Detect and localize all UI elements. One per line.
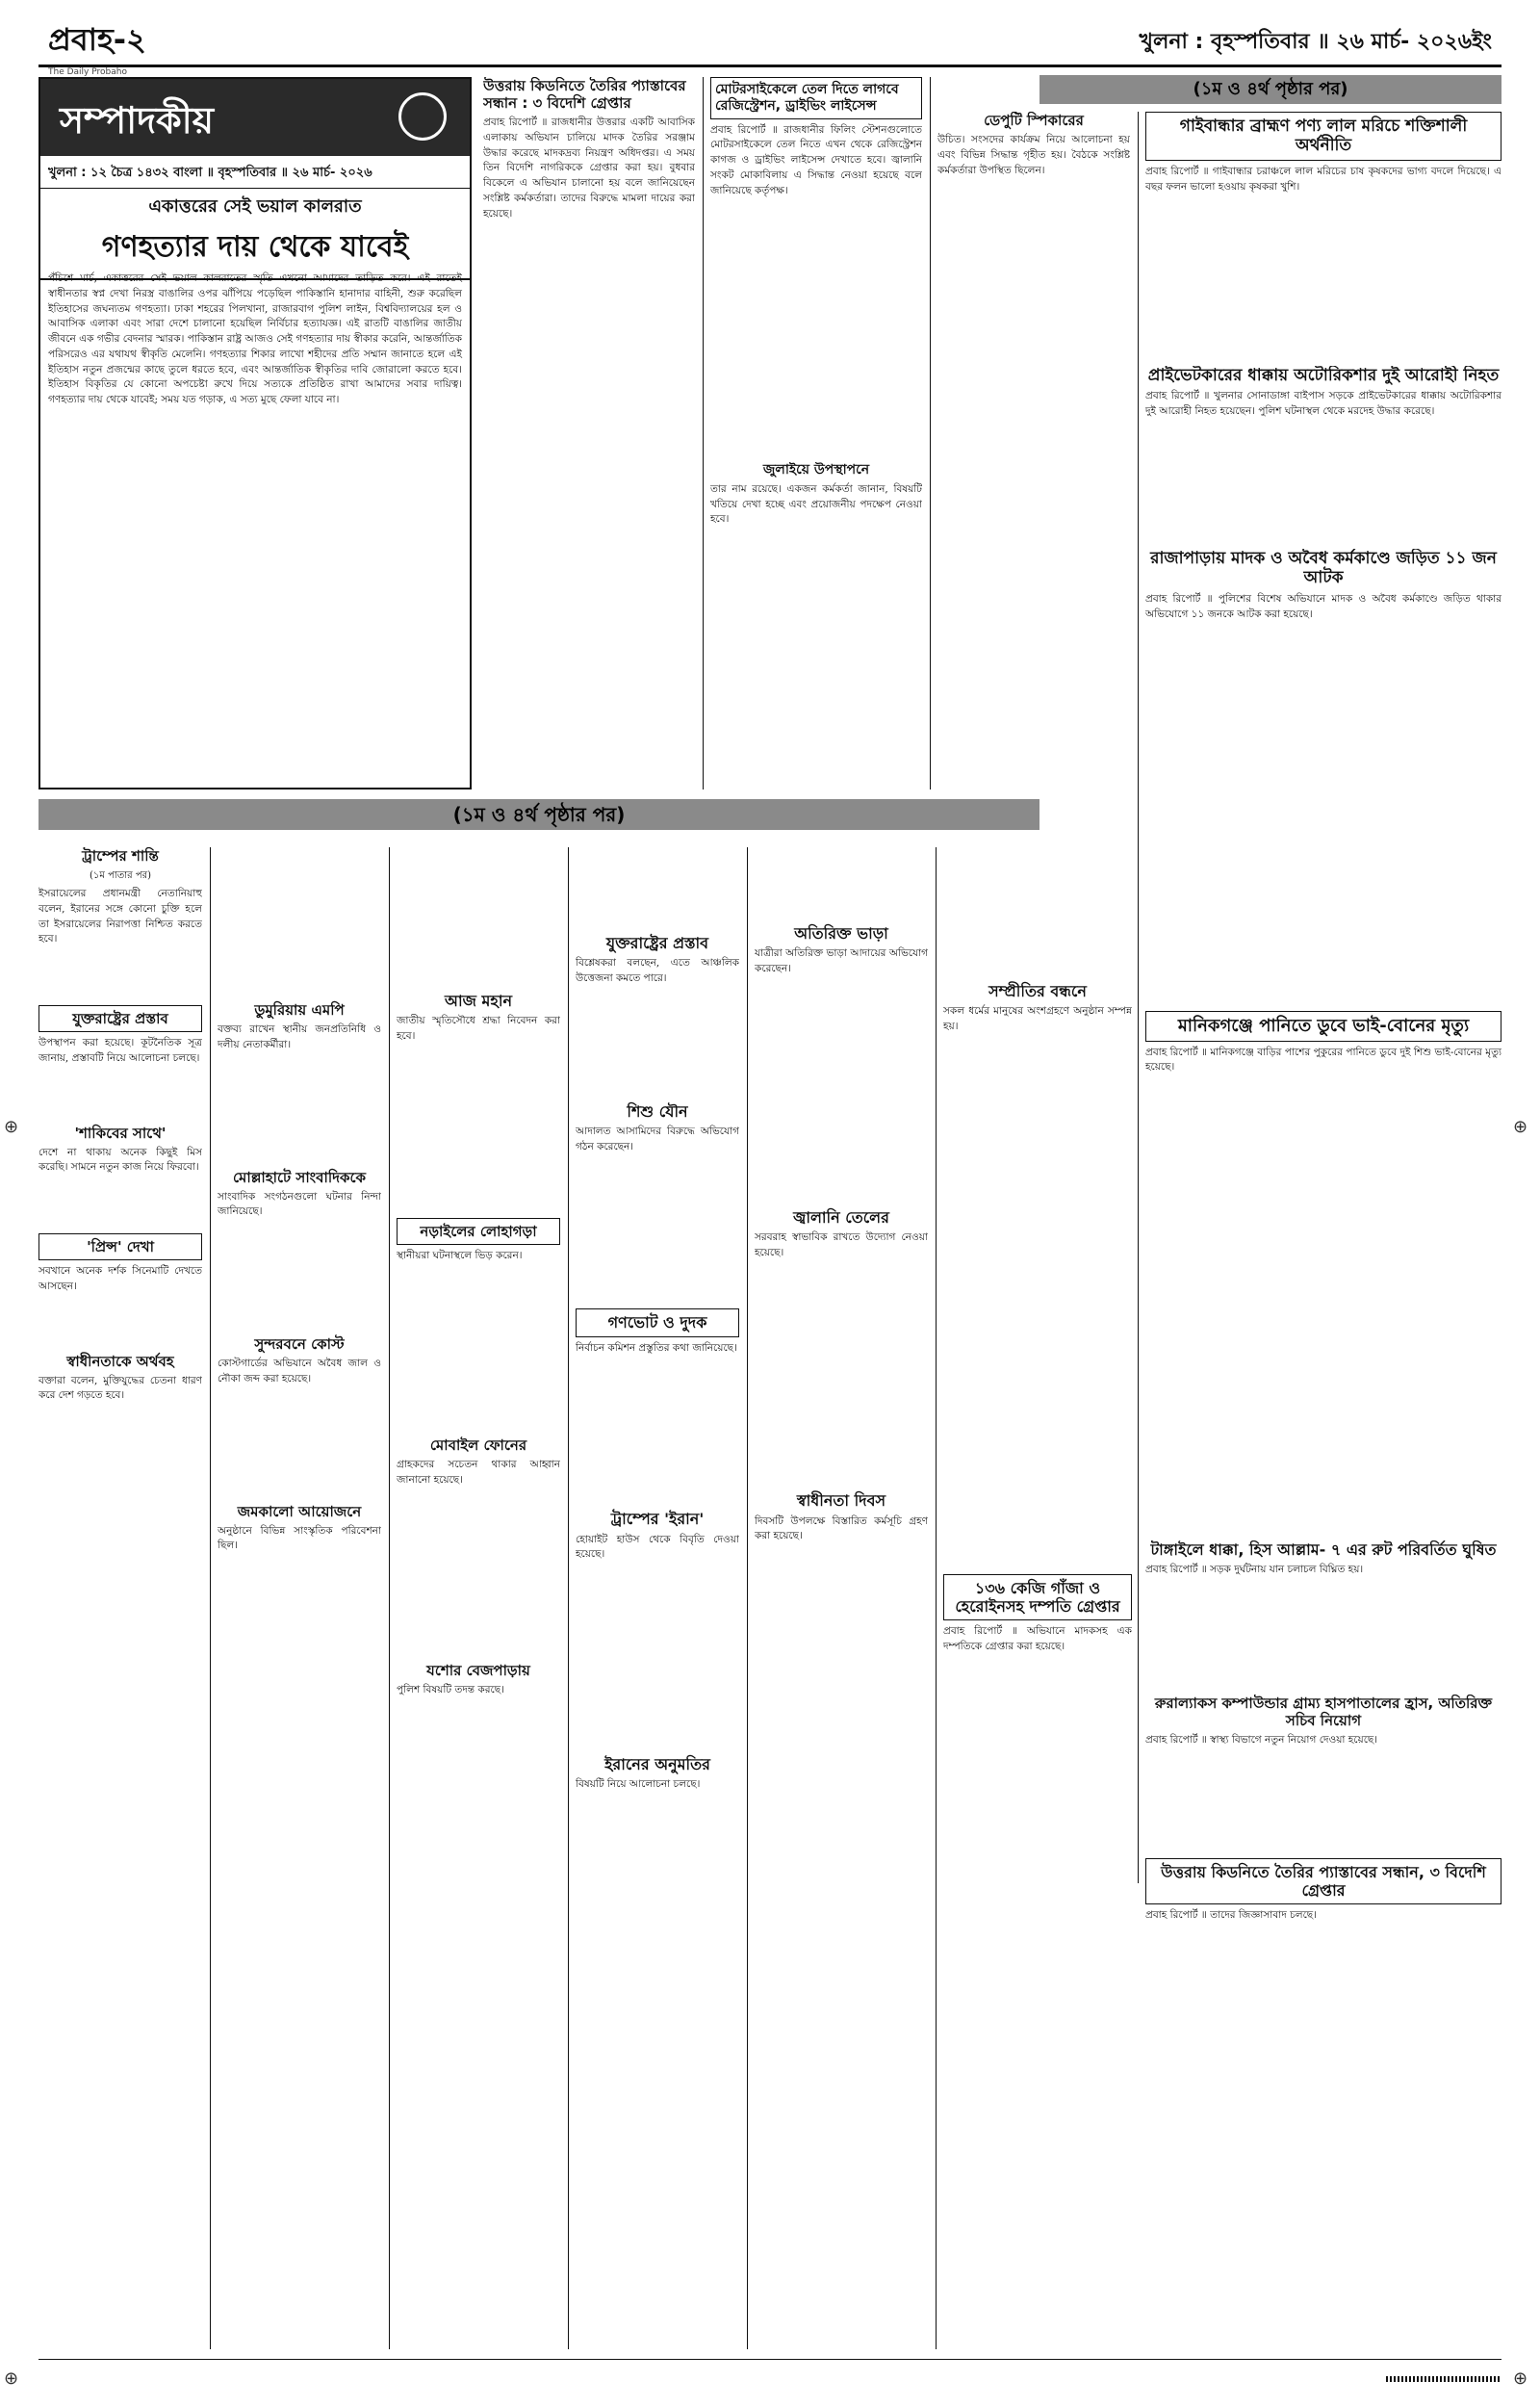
- story-title: জুলাইয়ে উপস্থাপনে: [762, 462, 870, 478]
- story-body: জাতীয় স্মৃতিসৌধে শ্রদ্ধা নিবেদন করা হবে।: [397, 1015, 560, 1042]
- dateline: খুলনা : বৃহস্পতিবার ॥ ২৬ মার্চ- ২০২৬ইং: [1139, 30, 1492, 54]
- story-title: ট্রাম্পের 'ইরান': [610, 1510, 705, 1529]
- masthead-logo: [48, 15, 146, 77]
- editorial-kicker: একাত্তরের সেই ভয়াল কালরাত: [148, 196, 362, 217]
- story-body: গ্রাহকদের সচেতন থাকার আহ্বান জানানো হয়েছে।: [397, 1459, 560, 1487]
- editorial-box: [38, 77, 472, 789]
- story-body: প্রবাহ রিপোর্ট ॥ তাদের জিজ্ঞাসাবাদ চলছে।: [1145, 1909, 1317, 1922]
- story-body: উচিত। সংসদের কার্যক্রম নিয়ে আলোচনা হয় এবং বিভিন্ন সিদ্ধান্ত গৃহীত হয়। বৈঠকে সংশ্লিষ্ট কর্মকর্তারা উপস্থিত ছিলেন।: [937, 134, 1130, 176]
- story-title: সুন্দরবনে কোস্ট: [254, 1335, 345, 1353]
- story-title: গাইবান্ধার ব্রাহ্মণ পণ্য লাল মরিচে শক্তিশালী অর্থনীতি: [1145, 112, 1502, 161]
- registration-mark-icon: ⊕: [1513, 1117, 1528, 1137]
- story-body: দেশে না থাকায় অনেক কিছুই মিস করেছি। সামনে নতুন কাজ নিয়ে ফিরবো।: [38, 1146, 202, 1174]
- story-title: ১৩৬ কেজি গাঁজা ও হেরোইনসহ দম্পতি গ্রেপ্তার: [943, 1574, 1132, 1620]
- story-body: প্রবাহ রিপোর্ট ॥ মানিকগঞ্জে বাড়ির পাশের পুকুরের পানিতে ডুবে দুই শিশু ভাই-বোনের মৃত্যু হয়েছে।: [1145, 1046, 1502, 1074]
- editorial-body: পঁচিশে মার্চ, একাত্তরের সেই ভয়াল কালরাতের স্মৃতি এখনো আমাদের তাড়িত করে। এই রাতেই স্বাধীনতার স্বপ্ন দেখা নিরস্ত্র বাঙালির ওপর ঝাঁপিয়ে পড়েছিল পাকিস্তানি হানাদার বাহিনী, শুরু করেছিল ইতিহাসের জঘন্যতম গণহত্যা। ঢাকা শহরের পিলখানা, রাজারবাগ পুলিশ লাইন, বিশ্ববিদ্যালয়ের হল ও আবাসিক এলাকা এবং সারা দেশে চালানো হয়েছিল নির্বিচার হত্যাযজ্ঞ। এই রাতটি বাঙালির জাতীয় জীবনে এক গভীর বেদনার স্মারক। পাকিস্তান রাষ্ট্র আজও সেই গণহত্যার দায় স্বীকার করেনি, আন্তর্জাতিক পরিসরেও এর যথাযথ স্বীকৃতি মেলেনি। গণহত্যার শিকার লাখো শহীদের প্রতি সম্মান জানাতে হলে এই ইতিহাস নতুন প্রজন্মের কাছে তুলে ধরতে হবে, এবং আন্তর্জাতিক স্বীকৃতির দাবি জোরালো করতে হবে। ইতিহাস বিকৃতির যে কোনো অপচেষ্টা রুখে দিয়ে সত্যকে প্রতিষ্ঠিত রাখা আমাদের সবার দায়িত্ব। গণহত্যার দায় থেকে যাবেই; সময় যত গড়াক, এ সত্য মুছে ফেলা যাবে না।: [48, 272, 462, 405]
- story-title: অতিরিক্ত ভাড়া: [794, 924, 888, 943]
- story-hospital: [1145, 1695, 1502, 1829]
- story-body: বিষয়টি নিয়ে আলোচনা চলছে।: [576, 1778, 701, 1791]
- lower-column-6: [943, 847, 1132, 2349]
- story-uttara-arrest-2: [1145, 1858, 1502, 1974]
- story-title: যুক্তরাষ্ট্রের প্রস্তাব: [605, 934, 709, 952]
- story-body: প্রবাহ রিপোর্ট ॥ স্বাস্থ্য বিভাগে নতুন নিয়োগ দেওয়া হয়েছে।: [1145, 1734, 1378, 1746]
- story-title: আজ মহান: [444, 992, 513, 1010]
- lower-column-1: [38, 847, 202, 2349]
- story-title: উত্তরায় কিডনিতে তৈরির প্যাস্তাবের সন্ধান, ৩ বিদেশি গ্রেপ্তার: [1145, 1858, 1502, 1904]
- registration-mark-icon: ⊕: [4, 2368, 19, 2389]
- story-body: প্রবাহ রিপোর্ট ॥ সড়ক দুর্ঘটনায় যান চলাচল বিঘ্নিত হয়।: [1145, 1564, 1364, 1576]
- story-title: নড়াইলের লোহাগড়া: [397, 1218, 560, 1245]
- color-bar: [1386, 2376, 1502, 2382]
- story-deputy-speaker: [937, 112, 1130, 789]
- column-divider: [1138, 112, 1139, 1883]
- story-body: তার নাম রয়েছে। একজন কর্মকর্তা জানান, বিষয়টি খতিয়ে দেখা হচ্ছে এবং প্রয়োজনীয় পদক্ষেপ নেওয়া হবে।: [710, 482, 922, 526]
- story-title: মোবাইল ফোনের: [429, 1436, 527, 1455]
- story-body: সবখানে অনেক দর্শক সিনেমাটি দেখতে আসছেন।: [38, 1265, 202, 1292]
- story-body: প্রবাহ রিপোর্ট ॥ খুলনার সোনাডাঙ্গা বাইপাস সড়কে প্রাইভেটকারের ধাক্কায় অটোরিকশার দুই আরোহী নিহত হয়েছেন। পুলিশ ঘটনাস্থল থেকে মরদেহ উদ্ধার করেছে।: [1145, 390, 1502, 418]
- story-title: 'শাকিবের সাথে': [74, 1124, 167, 1142]
- story-uttara-drug: [483, 77, 695, 789]
- story-title: যশোর বেজপাড়ায়: [426, 1661, 530, 1679]
- story-title: ডুমুরিয়ায় এমপি: [254, 1001, 345, 1019]
- story-title: সম্প্রীতির বন্ধনে: [988, 982, 1087, 1000]
- registration-mark-icon: ⊕: [1513, 2368, 1528, 2389]
- story-title: গণভোট ও দুদক: [576, 1308, 739, 1336]
- story-title: স্বাধীনতাকে অর্থবহ: [66, 1352, 174, 1370]
- story-body: দিবসটি উপলক্ষে বিস্তারিত কর্মসূচি গ্রহণ করা হয়েছে।: [755, 1514, 928, 1542]
- column-divider: [703, 77, 704, 789]
- story-title: প্রাইভেটকারের ধাক্কায় অটোরিকশার দুই আরোহী নিহত: [1147, 366, 1500, 385]
- editorial-label: সম্পাদকীয়: [60, 99, 214, 142]
- story-rajapara-arrest: [1145, 549, 1502, 741]
- lower-column-3: [397, 847, 560, 2349]
- story-body: প্রবাহ রিপোর্ট ॥ রাজধানীর উত্তরার একটি আবাসিক এলাকায় অভিযান চালিয়ে মাদক তৈরির সরঞ্জাম উদ্ধার করেছে মাদকদ্রব্য নিয়ন্ত্রণ অধিদপ্তর। এ সময় তিন বিদেশি নাগরিককে গ্রেপ্তার করা হয়। বুধবার বিকেলে এ অভিযান চালানো হয় বলে জানিয়েছেন সংশ্লিষ্ট কর্মকর্তারা। তাদের বিরুদ্ধে মামলা দায়ের করা হয়েছে।: [483, 116, 695, 220]
- story-body: নির্বাচন কমিশন প্রস্তুতির কথা জানিয়েছে।: [576, 1341, 737, 1354]
- story-title: রাজাপাড়ায় মাদক ও অবৈধ কর্মকাণ্ডে জড়িত ১১ জন আটক: [1150, 549, 1497, 588]
- story-title: টাঙ্গাইলে ধাক্কা, হিস আল্লাম- ৭ এর রুট পরিবর্তিত ঘুষিত: [1150, 1540, 1497, 1559]
- story-body: যাত্রীরা অতিরিক্ত ভাড়া আদায়ের অভিযোগ করেছেন।: [755, 947, 928, 974]
- story-body: আদালত আসামিদের বিরুদ্ধে অভিযোগ গঠন করেছেন।: [576, 1125, 739, 1152]
- story-body: অনুষ্ঠানে বিভিন্ন সাংস্কৃতিক পরিবেশনা ছিল।: [218, 1524, 381, 1552]
- story-body: পুলিশ বিষয়টি তদন্ত করছে।: [397, 1683, 504, 1695]
- story-title: ইরানের অনুমতির: [604, 1755, 710, 1773]
- lower-column-2: [218, 847, 381, 2349]
- story-motorcycle-fuel: [710, 77, 922, 443]
- story-title: উত্তরায় কিডনিতে তৈরির প্যাস্তাবের সন্ধান : ৩ বিদেশি গ্রেপ্তার: [483, 77, 686, 112]
- story-body: প্রবাহ রিপোর্ট ॥ গাইবান্ধার চরাঞ্চলে লাল মরিচের চাষ কৃষকদের ভাগ্য বদলে দিয়েছে। এ বছর ফলন ভালো হওয়ায় কৃষকরা খুশি।: [1145, 165, 1502, 193]
- column-divider: [930, 77, 931, 789]
- story-tangail: [1145, 1540, 1502, 1675]
- column-divider: [936, 847, 937, 2349]
- editorial-date: খুলনা : ১২ চৈত্র ১৪৩২ বাংলা ॥ বৃহস্পতিবার ॥ ২৬ মার্চ- ২০২৬: [40, 160, 470, 189]
- story-title: মানিকগঞ্জে পানিতে ডুবে ভাই-বোনের মৃত্যু: [1145, 1011, 1502, 1042]
- story-title: জ্বালানি তেলের: [793, 1207, 889, 1227]
- story-title: 'প্রিন্স' দেখা: [38, 1233, 202, 1260]
- editorial-title: গণহত্যার দায় থেকে যাবেই: [40, 223, 470, 280]
- story-title: মোল্লাহাটে সাংবাদিককে: [232, 1168, 367, 1186]
- column-divider: [568, 847, 569, 2349]
- story-body: হোয়াইট হাউস থেকে বিবৃতি দেওয়া হয়েছে।: [576, 1533, 739, 1561]
- story-body: স্থানীয়রা ঘটনাস্থলে ভিড় করেন।: [397, 1249, 523, 1261]
- page-header: [38, 10, 1502, 77]
- continuation-band-middle: (১ম ও ৪র্থ পৃষ্ঠার পর): [38, 799, 1040, 830]
- story-title: ডেপুটি স্পিকারের: [984, 112, 1084, 129]
- registration-mark-icon: ⊕: [4, 1117, 19, 1137]
- story-body: সরবরাহ স্বাভাবিক রাখতে উদ্যোগ নেওয়া হয়েছে।: [755, 1230, 928, 1258]
- story-title: রুরাল্যাকস কম্পাউন্ডার গ্রাম্য হাসপাতালের হ্রাস, অতিরিক্ত সচিব নিয়োগ: [1154, 1695, 1493, 1729]
- pen-icon: [398, 92, 447, 141]
- story-private-car-accident: [1145, 366, 1502, 539]
- continuation-band-top: (১ম ও ৪র্থ পৃষ্ঠার পর): [1040, 75, 1502, 104]
- column-divider: [747, 847, 748, 2349]
- editorial-heading: [40, 79, 470, 156]
- story-body: ইসরায়েলের প্রধানমন্ত্রী নেতানিয়াহু বলেন, ইরানের সঙ্গে কোনো চুক্তি হলে তা ইসরায়েলের নিরাপত্তা নিশ্চিত করতে হবে।: [38, 888, 202, 945]
- lower-column-4: [576, 847, 739, 2349]
- story-manikganj-drowning: [1145, 1011, 1502, 1184]
- story-body: বক্তব্য রাখেন স্থানীয় জনপ্রতিনিধি ও দলীয় নেতাকর্মীরা।: [218, 1023, 381, 1050]
- logo-text: প্রবাহ-২: [48, 21, 146, 58]
- story-title: যুক্তরাষ্ট্রের প্রস্তাব: [38, 1005, 202, 1032]
- story-title: ট্রাম্পের শান্তি: [82, 847, 159, 865]
- story-body: প্রবাহ রিপোর্ট ॥ অভিযানে মাদকসহ এক দম্পতিকে গ্রেপ্তার করা হয়েছে।: [943, 1625, 1132, 1652]
- column-divider: [389, 847, 390, 2349]
- story-body: সাংবাদিক সংগঠনগুলো ঘটনার নিন্দা জানিয়েছে।: [218, 1190, 381, 1218]
- story-title: স্বাধীনতা দিবস: [796, 1491, 886, 1511]
- story-title: মোটরসাইকেলে তেল দিতে লাগবে রেজিস্ট্রেশন, ড্রাইভিং লাইসেন্স: [710, 77, 922, 119]
- story-july-presentation: [710, 462, 922, 789]
- story-body: বিশ্লেষকরা বলছেন, এতে আঞ্চলিক উত্তেজনা কমতে পারে।: [576, 957, 739, 984]
- story-body: প্রবাহ রিপোর্ট ॥ রাজধানীর ফিলিং স্টেশনগুলোতে মোটরসাইকেলে তেল নিতে এখন থেকে রেজিস্ট্রেশন কাগজ ও ড্রাইভিং লাইসেন্স দেখাতে হবে। জ্বালানি সংকট মোকাবিলায় এ সিদ্ধান্ত নেওয়া হয়েছে বলে জানিয়েছে কর্তৃপক্ষ।: [710, 123, 922, 196]
- story-body: প্রবাহ রিপোর্ট ॥ পুলিশের বিশেষ অভিযানে মাদক ও অবৈধ কর্মকাণ্ডে জড়িত থাকার অভিযোগে ১১ জনকে আটক করা হয়েছে।: [1145, 592, 1502, 620]
- story-body: কোস্টগার্ডের অভিযানে অবৈধ জাল ও নৌকা জব্দ করা হয়েছে।: [218, 1358, 381, 1385]
- newspaper-page: [38, 10, 1502, 2388]
- logo-subtitle: The Daily Probaho: [48, 67, 127, 77]
- story-body: সকল ধর্মের মানুষের অংশগ্রহণে অনুষ্ঠান সম্পন্ন হয়।: [943, 1005, 1132, 1032]
- column-divider: [210, 847, 211, 2349]
- footer-rule: [38, 2359, 1502, 2360]
- story-body: বক্তারা বলেন, মুক্তিযুদ্ধের চেতনা ধারণ করে দেশ গড়তে হবে।: [38, 1374, 202, 1402]
- story-title: জমকালো আয়োজনে: [237, 1502, 362, 1520]
- continued-note: (১ম পাতার পর): [89, 870, 152, 881]
- lower-column-5: [755, 847, 928, 2349]
- story-title: শিশু যৌন: [627, 1101, 688, 1121]
- story-gaibandha-chili: [1145, 112, 1502, 352]
- story-body: উপস্থাপন করা হয়েছে। কূটনৈতিক সূত্র জানায়, প্রস্তাবটি নিয়ে আলোচনা চলছে।: [38, 1037, 202, 1064]
